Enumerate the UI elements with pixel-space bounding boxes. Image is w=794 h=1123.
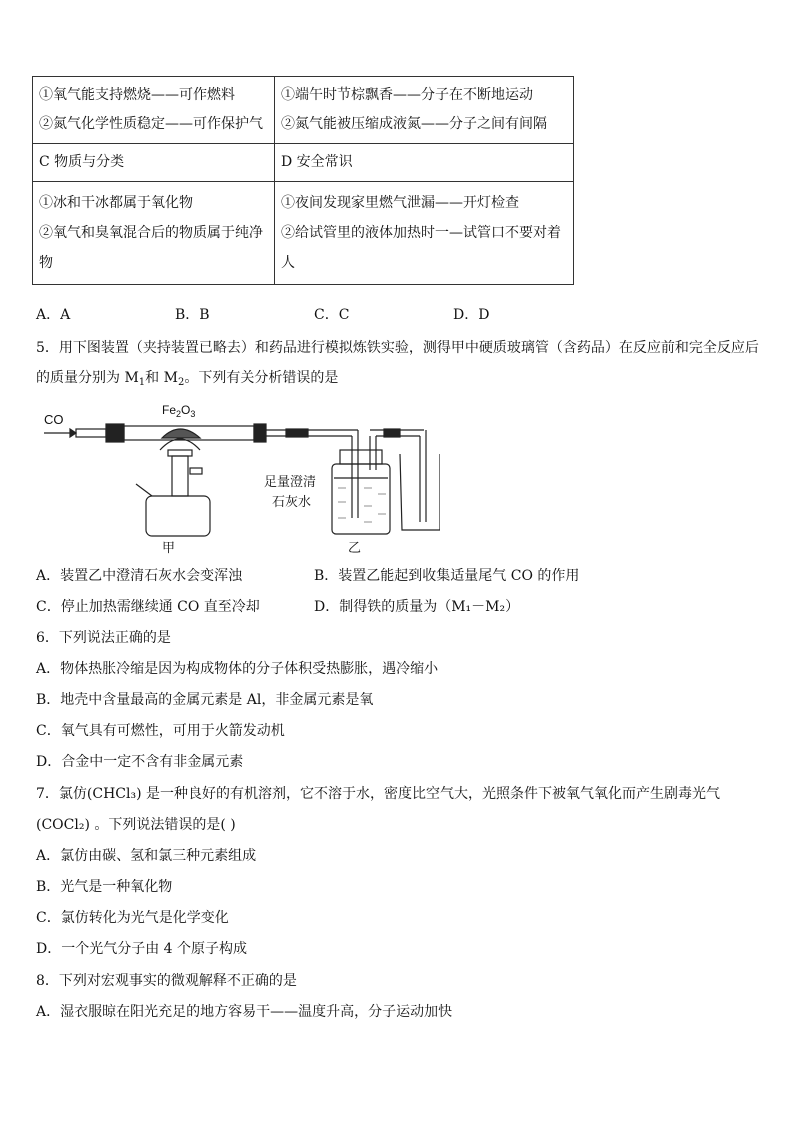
table-cell-c-content bbox=[33, 182, 275, 285]
cell-line: 人 bbox=[281, 255, 295, 271]
cell-line: 物 bbox=[39, 255, 53, 271]
lamp-handle bbox=[136, 484, 152, 496]
left-stopper bbox=[106, 424, 124, 442]
question-7-stem-line2: (COCl₂) 。下列说法错误的是( ) bbox=[36, 817, 236, 833]
bottle-yi bbox=[332, 464, 390, 534]
q5-option-b: B．装置乙能起到收集适量尾气 CO 的作用 bbox=[314, 568, 580, 584]
question-5-stem-line2 bbox=[36, 367, 338, 388]
table-header-c: C 物质与分类 bbox=[33, 144, 275, 182]
stem-text: 和 M bbox=[145, 370, 178, 386]
q7-option-a: A．氯仿由碳、氢和氯三种元素组成 bbox=[36, 848, 257, 864]
option-a: A．A bbox=[36, 307, 71, 323]
right-stopper bbox=[254, 424, 266, 442]
cell-line: ①氧气能支持燃烧——可作燃料 bbox=[39, 87, 235, 103]
fe2o3-powder bbox=[162, 429, 200, 438]
table-header-d: D 安全常识 bbox=[275, 144, 574, 182]
subscript: 2 bbox=[177, 377, 185, 388]
cell-line: ①冰和干冰都属于氧化物 bbox=[39, 195, 193, 211]
option-c: C．C bbox=[314, 307, 350, 323]
table-cell-a-content bbox=[33, 77, 275, 144]
subscript: 1 bbox=[138, 377, 146, 388]
question-8-stem: 8．下列对宏观事实的微观解释不正确的是 bbox=[36, 973, 297, 989]
q6-option-a: A．物体热胀冷缩是因为构成物体的分子体积受热膨胀，遇冷缩小 bbox=[36, 661, 439, 677]
limewater-liquid bbox=[338, 488, 386, 522]
q6-option-c: C．氧气具有可燃性，可用于火箭发动机 bbox=[36, 723, 285, 739]
q5-option-c: C．停止加热需继续通 CO 直至冷却 bbox=[36, 599, 260, 615]
question-6-stem: 6．下列说法正确的是 bbox=[36, 630, 171, 646]
table-row bbox=[33, 77, 574, 144]
q7-option-c: C．氯仿转化为光气是化学变化 bbox=[36, 910, 229, 926]
question-4-table bbox=[32, 76, 574, 285]
q7-option-b: B．光气是一种氧化物 bbox=[36, 879, 173, 895]
cell-line: ①夜间发现家里燃气泄漏——开灯检查 bbox=[281, 195, 519, 211]
flame-icon bbox=[160, 439, 200, 450]
option-d: D．D bbox=[453, 307, 490, 323]
limewater-label: 足量澄清 bbox=[264, 475, 317, 490]
fe2o3-label: $Fe_2O_3$ bbox=[162, 403, 196, 419]
rubber-connector bbox=[286, 429, 308, 437]
ironmaking-apparatus-diagram bbox=[40, 398, 440, 556]
cell-line: ②给试管里的液体加热时一—试管口不要对着 bbox=[281, 225, 561, 241]
q6-option-b: B．地壳中含量最高的金属元素是 Al，非金属元素是氧 bbox=[36, 692, 374, 708]
lamp-burner bbox=[168, 450, 192, 456]
q6-option-d: D．合金中一定不含有非金属元素 bbox=[36, 754, 244, 770]
lamp-valve bbox=[190, 468, 202, 474]
q5-option-d: D．制得铁的质量为（M₁－M₂） bbox=[314, 599, 520, 615]
cell-line: ②氮气化学性质稳定——可作保护气 bbox=[39, 116, 263, 132]
table-cell-d-content bbox=[275, 182, 574, 285]
limewater-label: 石灰水 bbox=[272, 495, 312, 510]
alcohol-lamp-jia bbox=[146, 496, 210, 536]
question-5-stem-line1: 5．用下图装置（夹持装置已略去）和药品进行模拟炼铁实验，测得甲中硬质玻璃管（含药品）在反应前和完全反应后 bbox=[36, 340, 759, 356]
q8-option-a: A．湿衣服晾在阳光充足的地方容易干——温度升高，分子运动加快 bbox=[36, 1004, 453, 1020]
yi-label: 乙 bbox=[348, 541, 362, 556]
table-cell-b-content bbox=[275, 77, 574, 144]
option-b: B．B bbox=[175, 307, 210, 323]
lamp-wick-holder bbox=[172, 456, 188, 496]
co-label: CO bbox=[44, 412, 64, 427]
inlet-tube bbox=[76, 429, 106, 437]
cell-line: ②氧气和臭氧混合后的物质属于纯净 bbox=[39, 225, 263, 241]
stem-text: 的质量分别为 M bbox=[36, 370, 139, 386]
q7-option-d: D．一个光气分子由 4 个原子构成 bbox=[36, 941, 248, 957]
q5-option-a: A．装置乙中澄清石灰水会变浑浊 bbox=[36, 568, 243, 584]
rubber-connector bbox=[384, 429, 400, 437]
jia-label: 甲 bbox=[162, 541, 176, 556]
table-row bbox=[33, 144, 574, 182]
question-7-stem-line1: 7．氯仿(CHCl₃) 是一种良好的有机溶剂，它不溶于水，密度比空气大，光照条件下被氧气氧化而产生剧毒光气 bbox=[36, 786, 721, 802]
arrow-head-icon bbox=[70, 429, 76, 437]
cell-line: ①端午时节棕飘香——分子在不断地运动 bbox=[281, 87, 533, 103]
stem-text: 。下列有关分析错误的是 bbox=[184, 370, 339, 386]
cell-line: ②氮气能被压缩成液氮——分子之间有间隔 bbox=[281, 116, 547, 132]
table-row bbox=[33, 182, 574, 285]
